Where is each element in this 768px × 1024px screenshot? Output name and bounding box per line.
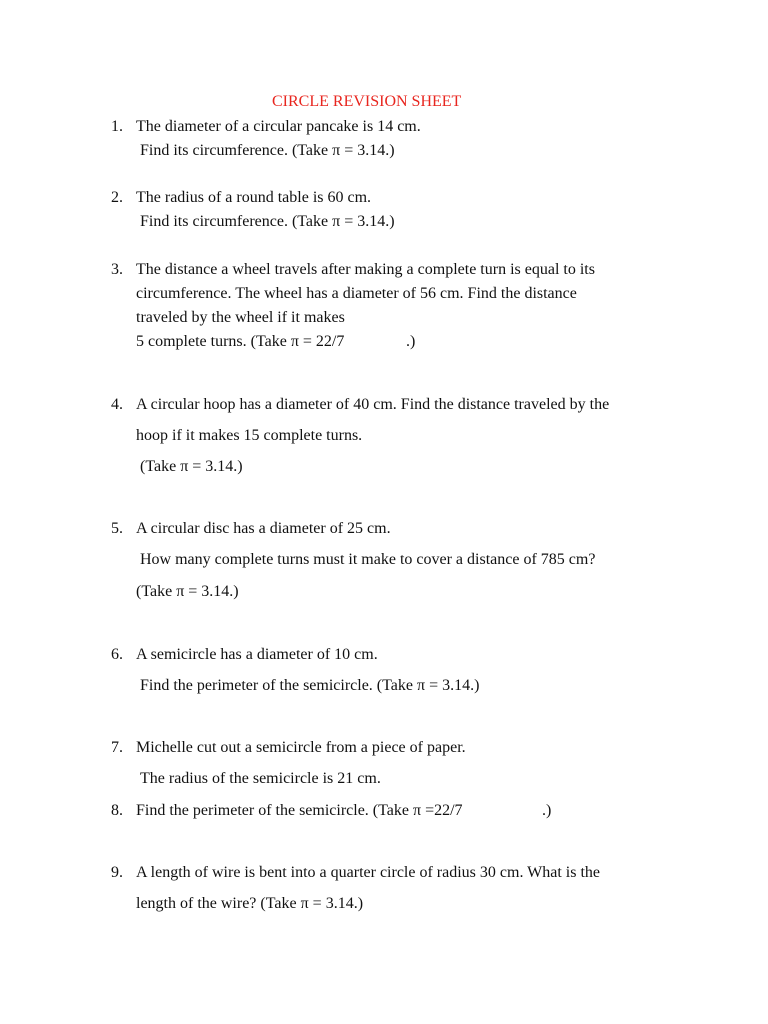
question-1-line-1: The diameter of a circular pancake is 14 cm. [136,118,421,135]
question-7-line-2: The radius of the semicircle is 21 cm. [140,770,381,787]
worksheet-title: CIRCLE REVISION SHEET [272,93,462,110]
question-3-line-3: traveled by the wheel if it makes [136,309,345,326]
question-4-line-2: hoop if it makes 15 complete turns. [136,427,363,444]
question-5-line-3: (Take π = 3.14.) [136,583,239,600]
question-3-line-2: circumference. The wheel has a diameter of 56 cm. Find the distance [136,285,577,302]
question-5-number: 5. [111,520,123,537]
question-1-number: 1. [111,118,123,135]
question-3-number: 3. [111,261,123,278]
question-5-line-2: How many complete turns must it make to cover a distance of 785 cm? [140,551,596,568]
question-8-number: 8. [111,802,123,819]
question-4-number: 4. [111,396,123,413]
question-3-line-4-end: .) [406,333,416,350]
question-6-number: 6. [111,646,123,663]
question-1-line-2: Find its circumference. (Take π = 3.14.) [140,142,395,159]
question-7-line-1: Michelle cut out a semicircle from a piece of paper. [136,739,466,756]
question-9-number: 9. [111,864,123,881]
question-8-line-1-end: .) [542,802,552,819]
question-2-number: 2. [111,189,123,206]
question-7-number: 7. [111,739,123,756]
question-3-line-4: 5 complete turns. (Take π = 22/7 [136,333,345,350]
question-2-line-1: The radius of a round table is 60 cm. [136,189,372,206]
question-8-line-1: Find the perimeter of the semicircle. (Take π =22/7 [136,802,463,819]
question-3-line-1: The distance a wheel travels after making a complete turn is equal to its [136,261,595,278]
question-2-line-2: Find its circumference. (Take π = 3.14.) [140,213,395,230]
question-9-line-2: length of the wire? (Take π = 3.14.) [136,895,364,912]
question-5-line-1: A circular disc has a diameter of 25 cm. [136,520,391,537]
question-4-line-1: A circular hoop has a diameter of 40 cm. Find the distance traveled by the [136,396,610,413]
question-9-line-1: A length of wire is bent into a quarter circle of radius 30 cm. What is the [136,864,601,881]
question-4-line-3: (Take π = 3.14.) [140,458,243,475]
question-6-line-1: A semicircle has a diameter of 10 cm. [136,646,378,663]
question-6-line-2: Find the perimeter of the semicircle. (Take π = 3.14.) [140,677,480,694]
